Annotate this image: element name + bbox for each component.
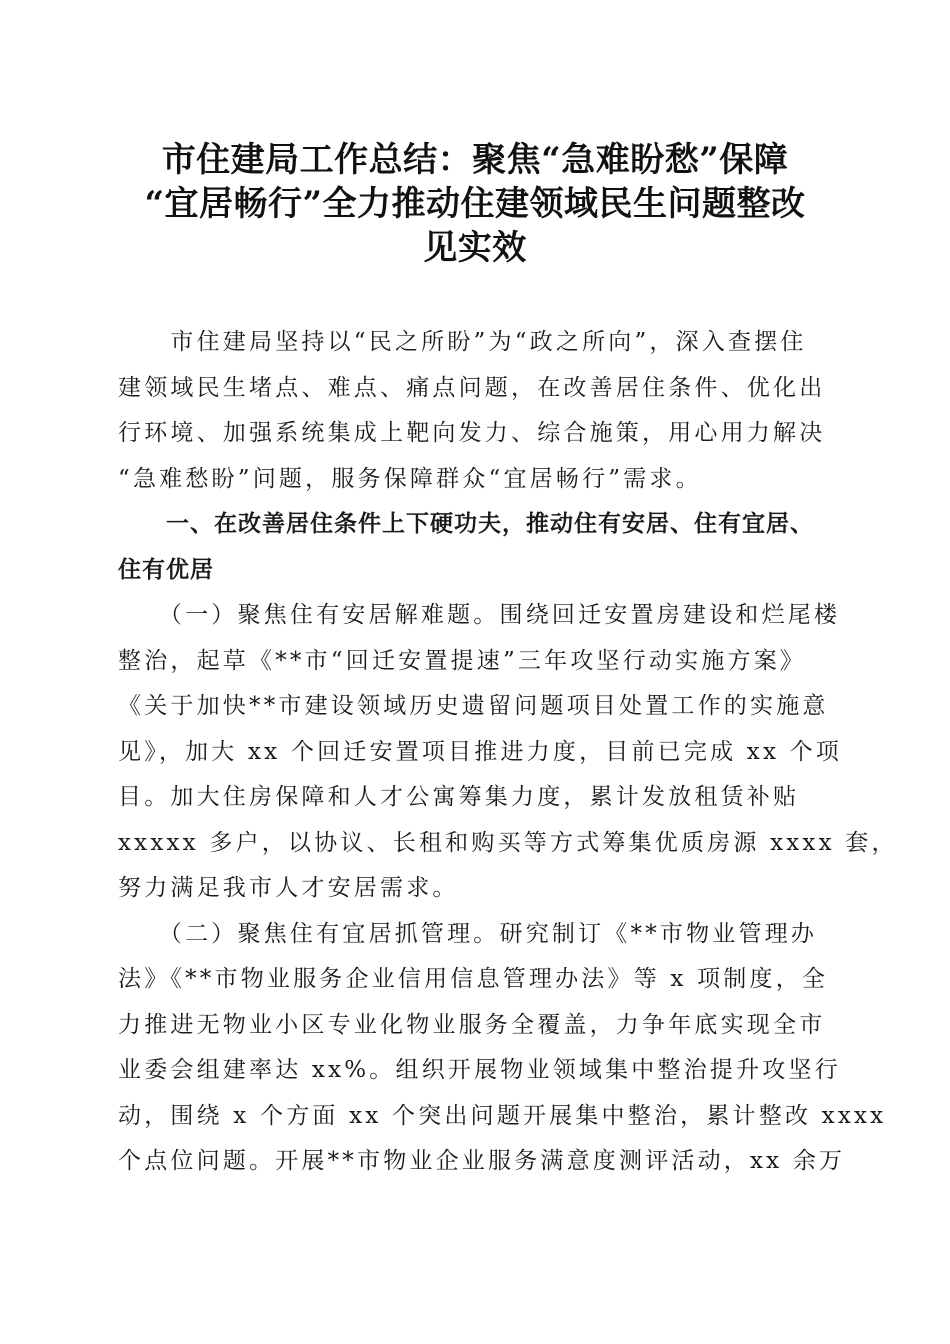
text-line: xxxxx 多户，以协议、长租和购买等方式筹集优质房源 xxxx 套， [118, 829, 898, 856]
subsection-paragraph [118, 912, 887, 1185]
text-line: （一）聚焦住有安居解难题。围绕回迁安置房建设和烂尾楼 [118, 602, 841, 628]
text-line: 努力满足我市人才安居需求。 [118, 875, 459, 901]
title-line: 市住建局工作总结：聚焦“急难盼愁”保障 [161, 140, 789, 180]
text-line: 力推进无物业小区专业化物业服务全覆盖，力争年底实现全市 [118, 1011, 826, 1038]
text-line: 市住建局坚持以“民之所盼”为“政之所向”，深入查摆住 [118, 329, 807, 355]
text-line: 见》，加大 xx 个回迁安置项目推进力度，目前已完成 xx 个项 [118, 738, 843, 765]
subsection-paragraph [118, 593, 898, 912]
document-body [118, 320, 898, 1185]
document-title [100, 138, 850, 270]
title-line: “宜居畅行”全力推动住建领域民生问题整改 [144, 184, 806, 224]
section-heading [118, 502, 838, 593]
text-line: 业委会组建率达 xx%。组织开展物业领域集中整治提升攻坚行 [118, 1057, 841, 1083]
title-line: 见实效 [423, 228, 527, 268]
text-line: 动，围绕 x 个方面 xx 个突出问题开展集中整治，累计整改 xxxx [118, 1102, 887, 1129]
text-line: 目。加大住房保障和人才公寓筹集力度，累计发放租赁补贴 [118, 784, 800, 810]
heading-line: 一、在改善居住条件上下硬功夫，推动住有安居、住有宜居、 [118, 511, 814, 537]
text-line: （二）聚焦住有宜居抓管理。研究制订《**市物业管理办 [118, 920, 818, 947]
text-line: 行环境、加强系统集成上靶向发力、综合施策，用心用力解决 [118, 420, 826, 446]
intro-paragraph [118, 320, 838, 502]
text-line: 法》《**市物业服务企业信用信息管理办法》等 x 项制度，全 [118, 966, 829, 992]
text-line: 《关于加快**市建设领域历史遗留问题项目处置工作的实施意 [118, 693, 829, 719]
text-line: “急难愁盼”问题，服务保障群众“宜居畅行”需求。 [118, 465, 702, 492]
heading-line: 住有优居 [118, 556, 214, 583]
text-line: 建领域民生堵点、难点、痛点问题，在改善居住条件、优化出 [118, 374, 826, 401]
text-line: 整治，起草《**市“回迁安置提速”三年攻坚行动实施方案》 [118, 647, 807, 674]
text-line: 个点位问题。开展**市物业企业服务满意度测评活动，xx 余万 [118, 1148, 846, 1174]
